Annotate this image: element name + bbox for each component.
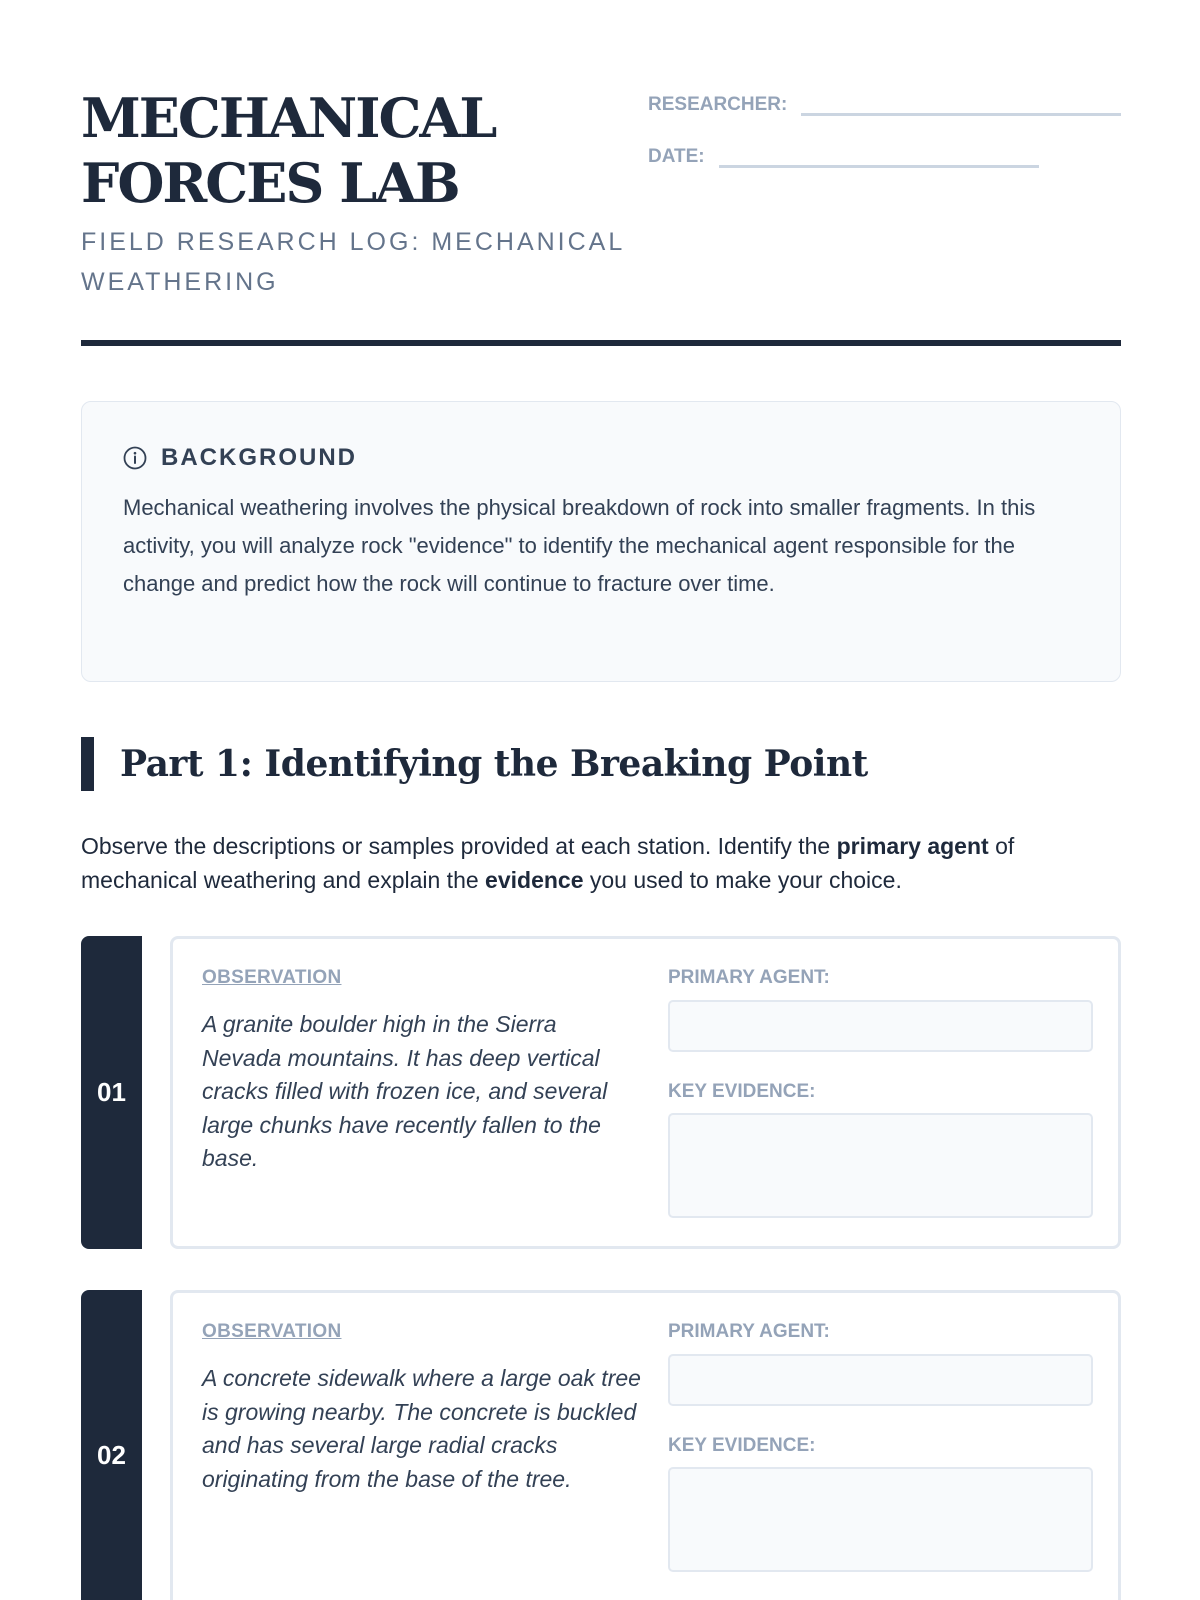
station-number: 01: [81, 936, 142, 1249]
info-icon: [123, 446, 147, 470]
primary-agent-label: PRIMARY AGENT:: [668, 1321, 830, 1342]
key-evidence-input[interactable]: [668, 1467, 1093, 1572]
key-evidence-label: KEY EVIDENCE:: [668, 1435, 816, 1456]
background-text: Mechanical weathering involves the physical breakdown of rock into smaller fragments. In this activity, you will analyze rock "evidence" to identify the mechanical agent responsible for the change and predict how the rock will continue to fracture over time.: [123, 495, 1036, 596]
background-heading: [123, 444, 357, 472]
page-title-line-2: FORCES LAB: [81, 151, 459, 215]
instructions-emphasis-agent: primary agent: [836, 833, 989, 859]
page-title-line-1: MECHANICAL: [81, 86, 496, 150]
station-card-01: [81, 936, 1121, 1249]
instructions-emphasis-evidence: evidence: [485, 867, 584, 893]
date-field[interactable]: [719, 165, 1039, 168]
primary-agent-input[interactable]: [668, 1000, 1093, 1052]
section-title: Part 1: Identifying the Breaking Point: [120, 743, 868, 785]
station-content: [170, 936, 1121, 1249]
instructions-text-1: Observe the descriptions or samples provided at each station. Identify the: [81, 833, 837, 859]
worksheet-header: [81, 86, 1121, 348]
instructions-text-3: you used to make your choice.: [583, 867, 902, 893]
observation-text: A granite boulder high in the Sierra Nevada mountains. It has deep vertical cracks filled with frozen ice, and several large chunks have recently fallen to the base.: [202, 1011, 608, 1171]
key-evidence-label: KEY EVIDENCE:: [668, 1081, 816, 1102]
researcher-row: [648, 86, 1121, 116]
station-card-02: [81, 1290, 1121, 1600]
station-number: 02: [81, 1290, 142, 1600]
date-label: DATE:: [648, 146, 705, 167]
instructions-text-2: of mechanical weathering and explain the: [81, 833, 1015, 893]
station-content: [170, 1290, 1121, 1600]
section-accent-bar: [81, 737, 94, 791]
observation-text: A concrete sidewalk where a large oak tree is growing nearby. The concrete is buckled and has several large radial cracks originating from the base of the tree.: [202, 1365, 641, 1492]
observation-label: OBSERVATION: [202, 1321, 342, 1342]
header-divider: [81, 340, 1121, 346]
page-title: [81, 86, 641, 216]
section-instructions: [81, 829, 1121, 897]
key-evidence-input[interactable]: [668, 1113, 1093, 1218]
primary-agent-label: PRIMARY AGENT:: [668, 967, 830, 988]
page-subtitle: FIELD RESEARCH LOG: MECHANICAL WEATHERING: [81, 228, 625, 296]
background-panel: [81, 401, 1121, 682]
observation-label: OBSERVATION: [202, 967, 342, 988]
primary-agent-input[interactable]: [668, 1354, 1093, 1406]
background-title: BACKGROUND: [161, 444, 357, 471]
date-row: [648, 138, 1039, 168]
researcher-label: RESEARCHER:: [648, 94, 788, 115]
researcher-field[interactable]: [801, 113, 1121, 116]
